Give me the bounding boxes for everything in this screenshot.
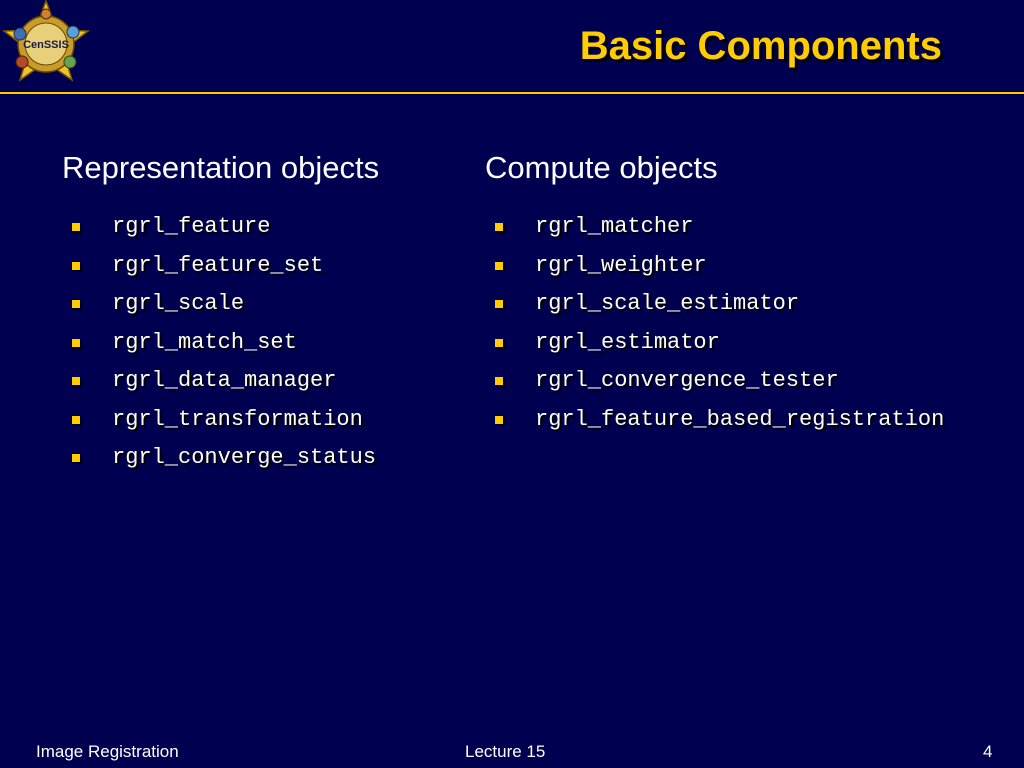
square-bullet-icon (72, 262, 80, 270)
list-item (485, 407, 944, 446)
list-item (62, 291, 379, 330)
list-item-text: rgrl_feature (112, 214, 271, 239)
list-item (485, 291, 944, 330)
list-item (62, 214, 379, 253)
list-item-text: rgrl_scale (112, 291, 245, 316)
representation-objects-column (62, 150, 379, 484)
list-item-text: rgrl_transformation (112, 406, 363, 432)
list-item-text: rgrl_convergence_tester (535, 368, 839, 393)
censsis-logo (0, 0, 100, 90)
square-bullet-icon (72, 416, 80, 424)
title-divider (0, 92, 1024, 94)
list-item-text: rgrl_match_set (112, 329, 297, 355)
list-item-text: rgrl_scale_estimator (535, 291, 800, 316)
square-bullet-icon (72, 300, 80, 308)
list-item-text: rgrl_weighter (535, 252, 707, 278)
representation-objects-list (62, 214, 379, 484)
square-bullet-icon (495, 300, 503, 308)
square-bullet-icon (72, 223, 80, 231)
slide-title: Basic Components (579, 24, 942, 68)
list-item (485, 214, 944, 253)
logo-center-text: CenSSIS (23, 39, 69, 51)
list-item (485, 368, 944, 407)
list-item (62, 445, 379, 484)
square-bullet-icon (495, 416, 503, 424)
square-bullet-icon (72, 454, 80, 462)
list-item (485, 330, 944, 369)
list-item-text: rgrl_converge_status (112, 445, 377, 470)
list-item-text: rgrl_feature_set (112, 252, 324, 278)
compute-objects-list (485, 214, 944, 445)
list-item (62, 253, 379, 292)
square-bullet-icon (495, 377, 503, 385)
list-item-text: rgrl_matcher (535, 214, 694, 239)
compute-objects-column (485, 150, 944, 445)
list-item (485, 253, 944, 292)
square-bullet-icon (495, 223, 503, 231)
square-bullet-icon (72, 377, 80, 385)
square-bullet-icon (72, 339, 80, 347)
list-item (62, 407, 379, 446)
list-item (62, 330, 379, 369)
footer-course-title: Image Registration (36, 742, 179, 761)
square-bullet-icon (495, 262, 503, 270)
footer-lecture-label: Lecture 15 (465, 742, 546, 761)
list-item (62, 368, 379, 407)
list-item-text: rgrl_feature_based_registration (535, 406, 945, 432)
footer-page-number: 4 (983, 742, 993, 761)
list-item-text: rgrl_estimator (535, 329, 720, 355)
column-heading: Representation objects (62, 150, 380, 185)
column-heading: Compute objects (485, 150, 718, 185)
list-item-text: rgrl_data_manager (112, 368, 337, 393)
square-bullet-icon (495, 339, 503, 347)
